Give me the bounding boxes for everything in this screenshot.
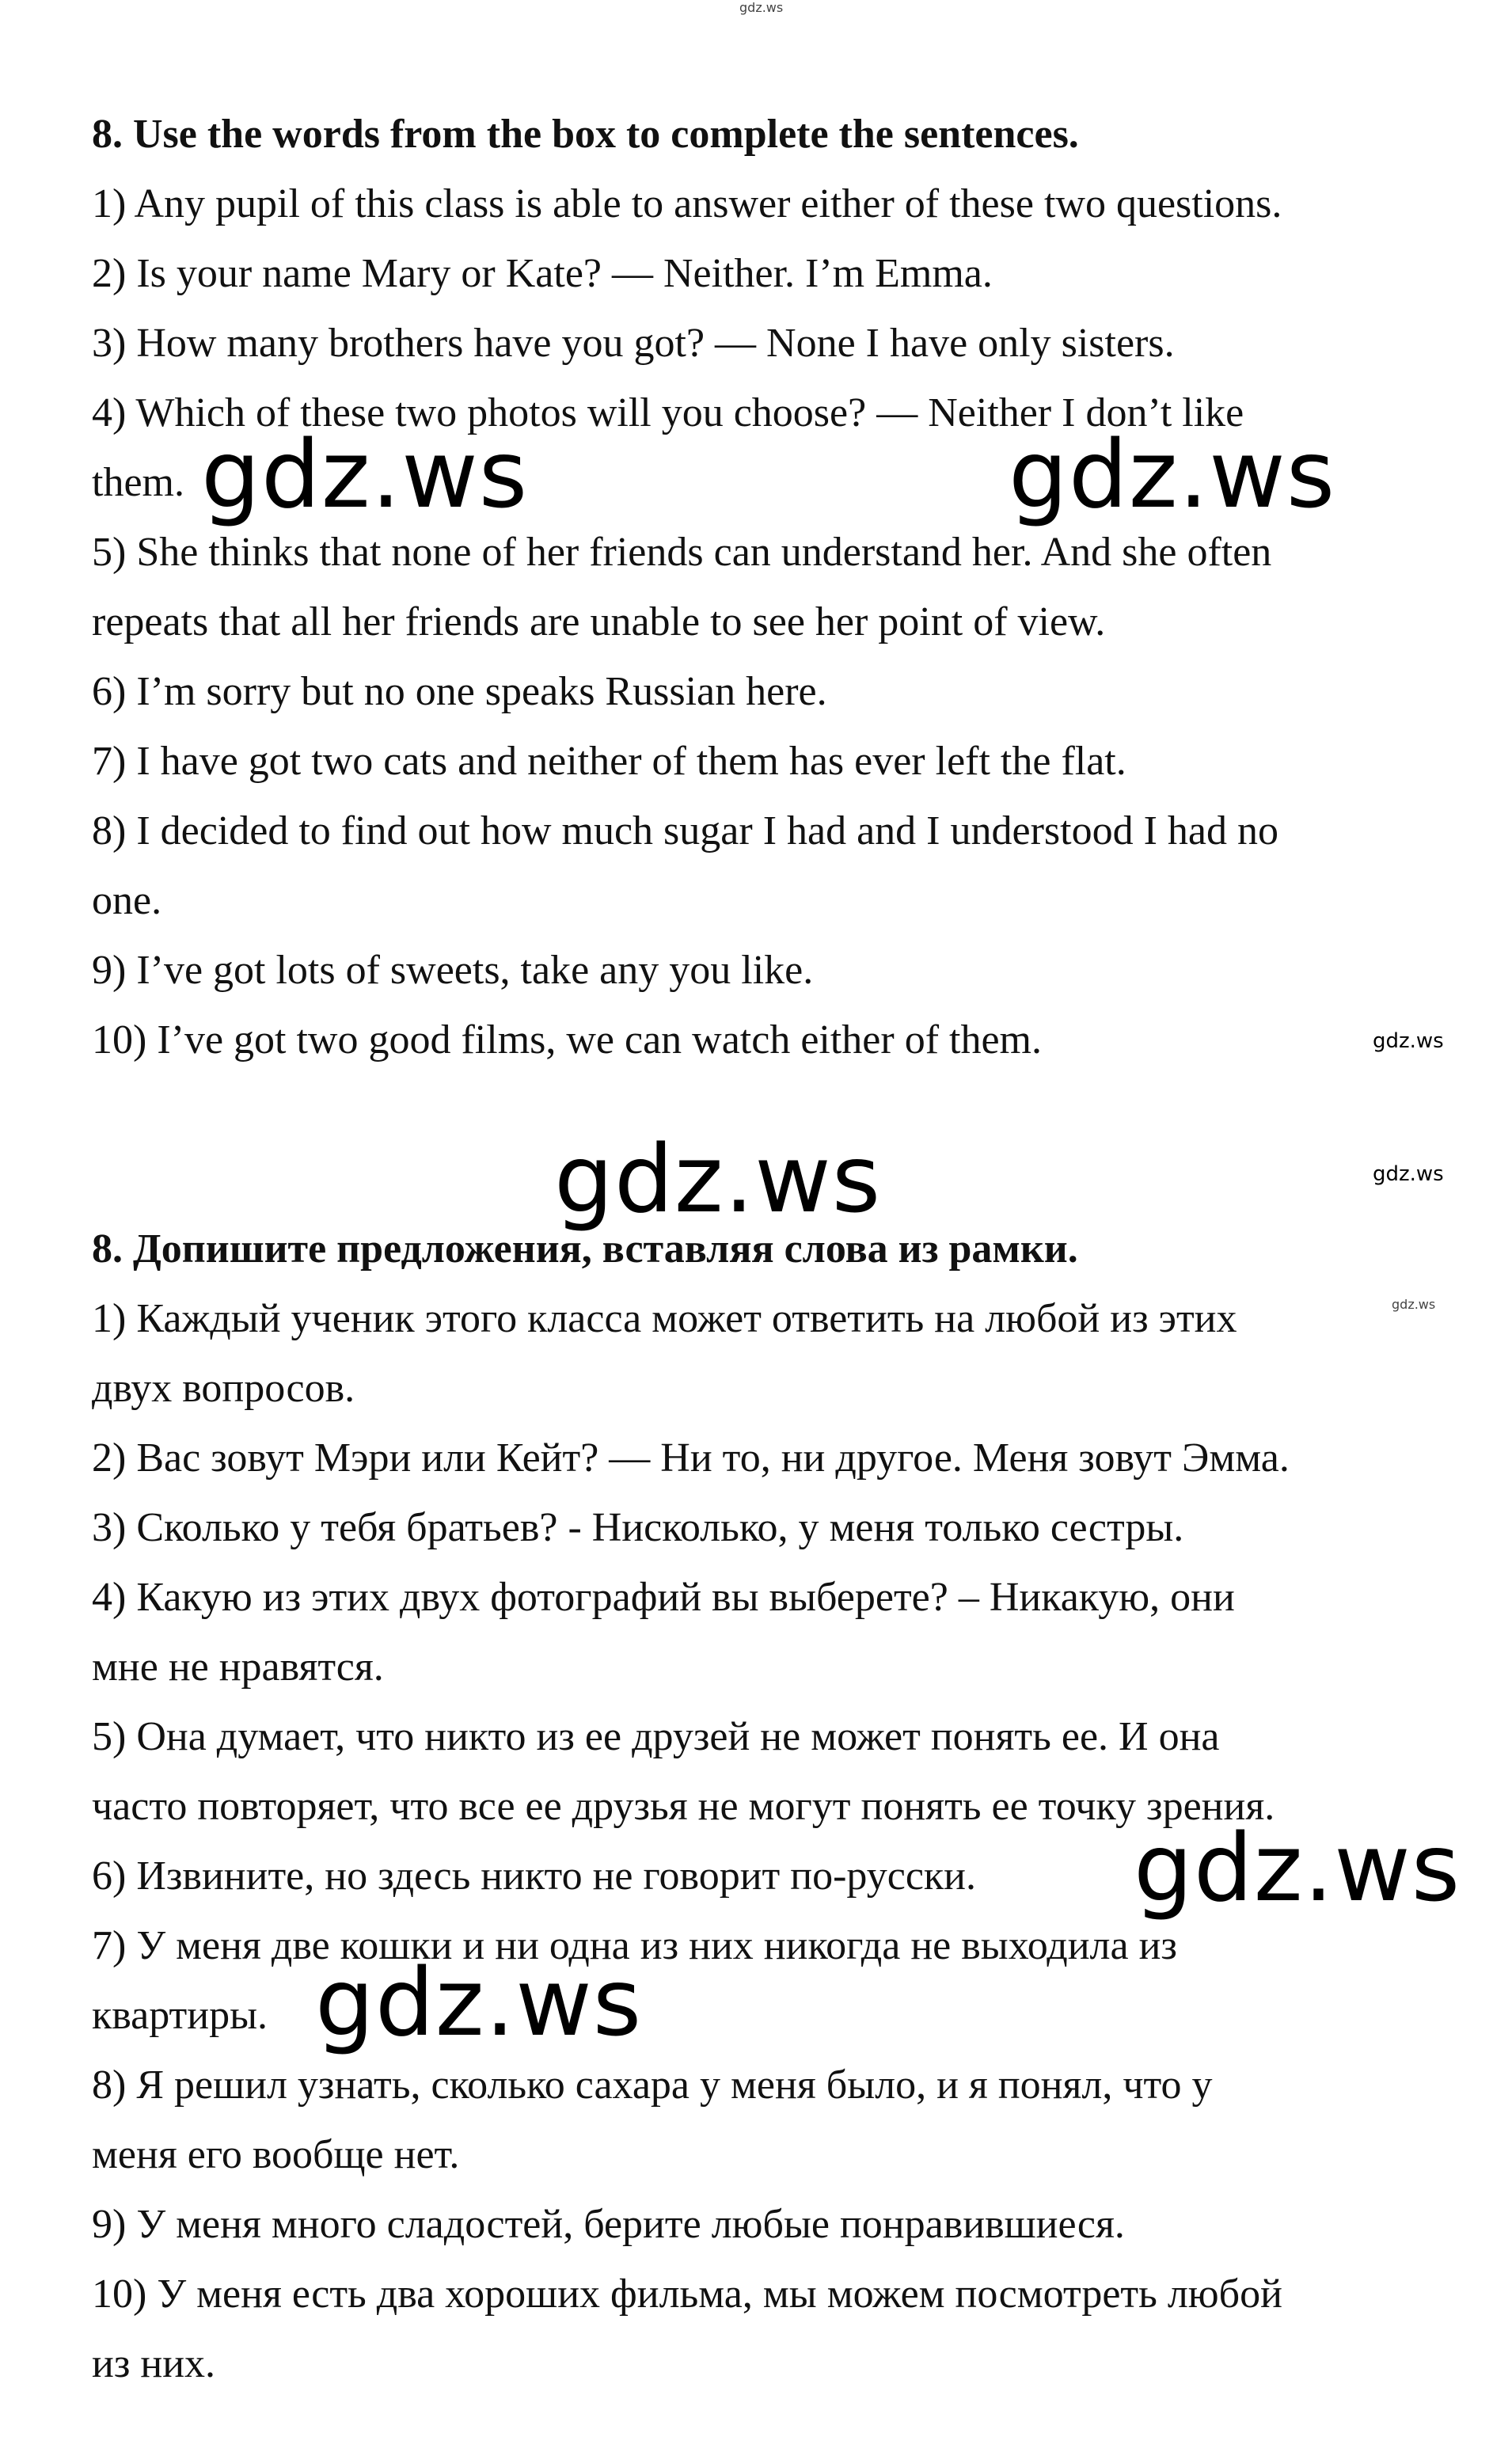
russian-line: 1) Каждый ученик этого класса может ответить на любой из этих bbox=[92, 1296, 1237, 1341]
english-line: them. bbox=[92, 460, 184, 505]
russian-line: 3) Сколько у тебя братьев? - Нисколько, у меня только сестры. bbox=[92, 1505, 1184, 1550]
watermark-small: gdz.ws bbox=[1373, 1162, 1444, 1186]
russian-line: 8) Я решил узнать, сколько сахара у меня было, и я понял, что у bbox=[92, 2062, 1213, 2108]
english-line: 5) She thinks that none of her friends can understand her. And she often bbox=[92, 530, 1272, 575]
watermark-top: gdz.ws bbox=[739, 0, 784, 15]
russian-line: из них. bbox=[92, 2341, 216, 2386]
english-line: 9) I’ve got lots of sweets, take any you like. bbox=[92, 948, 814, 993]
russian-line: 7) У меня две кошки и ни одна из них никогда не выходила из bbox=[92, 1923, 1177, 1968]
english-line: one. bbox=[92, 878, 162, 923]
english-line: 6) I’m sorry but no one speaks Russian here. bbox=[92, 669, 827, 714]
english-line: 4) Which of these two photos will you choose? — Neither I don’t like bbox=[92, 390, 1244, 435]
russian-line: 9) У меня много сладостей, берите любые понравившиеся. bbox=[92, 2202, 1125, 2247]
watermark-large: gdz.ws bbox=[201, 420, 529, 529]
english-line: 2) Is your name Mary or Kate? — Neither. I’m Emma. bbox=[92, 251, 993, 296]
russian-line: меня его вообще нет. bbox=[92, 2132, 460, 2177]
watermark-large: gdz.ws bbox=[1134, 1813, 1461, 1922]
russian-line: 6) Извините, но здесь никто не говорит по-русски. bbox=[92, 1853, 976, 1899]
russian-heading: 8. Допишите предложения, вставляя слова из рамки. bbox=[92, 1226, 1078, 1272]
english-line: repeats that all her friends are unable to see her point of view. bbox=[92, 599, 1106, 644]
russian-line: 10) У меня есть два хороших фильма, мы можем посмотреть любой bbox=[92, 2271, 1282, 2317]
russian-line: квартиры. bbox=[92, 1993, 268, 2038]
russian-line: часто повторяет, что все ее друзья не могут понять ее точку зрения. bbox=[92, 1784, 1275, 1829]
russian-line: 2) Вас зовут Мэри или Кейт? — Ни то, ни другое. Меня зовут Эмма. bbox=[92, 1435, 1290, 1481]
watermark-small: gdz.ws bbox=[1392, 1297, 1436, 1312]
english-line: 8) I decided to find out how much sugar I had and I understood I had no bbox=[92, 808, 1278, 853]
russian-line: мне не нравятся. bbox=[92, 1644, 384, 1690]
english-line: 10) I’ve got two good films, we can watch either of them. bbox=[92, 1017, 1042, 1063]
watermark-large: gdz.ws bbox=[315, 1948, 643, 2057]
russian-line: двух вопросов. bbox=[92, 1366, 355, 1411]
watermark-large: gdz.ws bbox=[1009, 420, 1336, 529]
russian-line: 4) Какую из этих двух фотографий вы выберете? – Никакую, они bbox=[92, 1575, 1235, 1620]
watermark-small: gdz.ws bbox=[1373, 1029, 1444, 1053]
watermark-large: gdz.ws bbox=[554, 1124, 882, 1234]
english-line: 1) Any pupil of this class is able to answer either of these two questions. bbox=[92, 181, 1282, 226]
russian-line: 5) Она думает, что никто из ее друзей не может понять ее. И она bbox=[92, 1714, 1220, 1759]
english-line: 3) How many brothers have you got? — None I have only sisters. bbox=[92, 321, 1175, 366]
english-heading: 8. Use the words from the box to complete the sentences. bbox=[92, 112, 1079, 157]
english-line: 7) I have got two cats and neither of them has ever left the flat. bbox=[92, 739, 1126, 784]
